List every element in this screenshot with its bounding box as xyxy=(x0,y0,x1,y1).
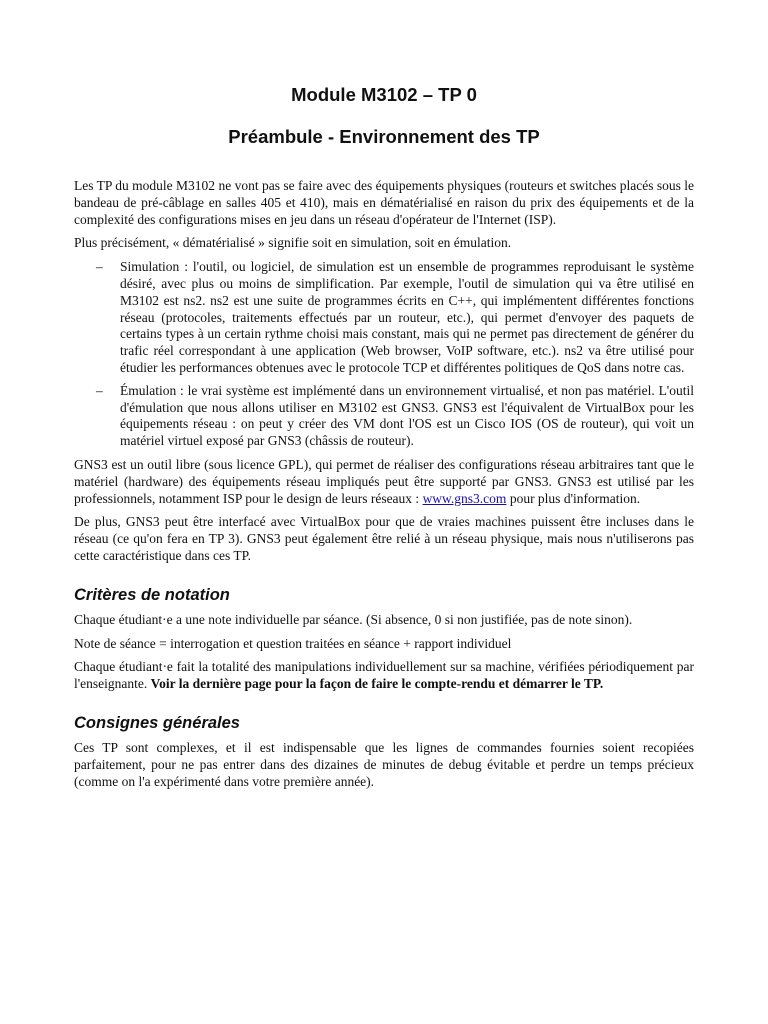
list-item-emulation xyxy=(96,382,694,450)
list-item-text: Simulation : l'outil, ou logiciel, de simulation est un ensemble de programmes reproduisant le système désiré, avec plus ou moins de simplification. Par exemple, l'outil de simulation qui va être utilisé en M3102 est ns2. ns2 est une suite de programmes écrits en C++, qui implémentent différentes fonctions réseau (protocoles, traitements effectués par un routeur, etc.), qui permet d'envoyer des paquets de certains types à un certain rythme choisi mais constant, mais qui ne permet pas directement de générer du trafic réel correspondant à une application (Web browser, VoIP software, etc.). ns2 va être utilisé pour étudier les performances obtenues avec le protocole TCP et différentes politiques de QoS dans notre cas. xyxy=(120,259,694,375)
consignes-paragraph: Ces TP sont complexes, et il est indispensable que les lignes de commandes fournies soient recopiées parfaitement, pour ne pas entrer dans des dizaines de minutes de debug évitable et perdre un temps précieux (comme on l'a expérimenté dans votre première année). xyxy=(74,739,694,789)
dash-bullet-icon: – xyxy=(96,259,103,275)
notation-paragraph-1: Chaque étudiant·e a une note individuelle par séance. (Si absence, 0 si non justifiée, pas de note sinon). xyxy=(74,611,633,627)
document-page xyxy=(74,84,694,797)
notation-text: Chaque étudiant·e fait la totalité des manipulations individuellement sur sa machine, vérifiées périodiquement par l'enseignante. xyxy=(74,659,694,692)
notation-paragraph-3 xyxy=(74,659,694,693)
definition-list xyxy=(74,259,694,450)
gns3-text: GNS3 est un outil libre (sous licence GPL), qui permet de réaliser des configurations réseau arbitraires tant que le matériel (hardware) des équipements réseau impliqués peut être supporté par GNS3. GNS3 est utilisé par les professionnels, notamment ISP pour le design de leurs réseaux : xyxy=(74,456,694,506)
gns3-text-end: pour plus d'information. xyxy=(506,490,641,506)
gns3-paragraph xyxy=(74,457,694,507)
virtualbox-paragraph: De plus, GNS3 peut être interfacé avec VirtualBox pour que de vraies machines puissent être incluses dans le réseau (ce qu'on fera en TP 3). GNS3 peut également être relié à un réseau physique, mais nous n'utiliserons pas cette caractéristique dans ces TP. xyxy=(74,514,694,563)
section-heading-consignes: Consignes générales xyxy=(74,713,240,732)
list-item-simulation xyxy=(96,259,694,377)
notation-paragraph-2: Note de séance = interrogation et question traitées en séance + rapport individuel xyxy=(74,635,512,651)
intro-paragraph: Les TP du module M3102 ne vont pas se faire avec des équipements physiques (routeurs et switches placés sous le bandeau de pré-câblage en salles 405 et 410), mais en dématérialisé en raison du prix des équipements et de la complexité des configurations mises en jeu dans un réseau d'opérateur de l'Internet (ISP). xyxy=(74,178,694,227)
section-heading-notation: Critères de notation xyxy=(74,585,230,604)
notation-bold-instruction: Voir la dernière page pour la façon de faire le compte-rendu et démarrer le TP. xyxy=(150,676,604,692)
definition-paragraph: Plus précisément, « dématérialisé » signifie soit en simulation, soit en émulation. xyxy=(74,235,512,251)
gns3-link[interactable]: www.gns3.com xyxy=(422,490,507,506)
document-subtitle: Préambule - Environnement des TP xyxy=(228,126,540,147)
dash-bullet-icon: – xyxy=(96,382,103,398)
document-title: Module M3102 – TP 0 xyxy=(291,84,477,105)
list-item-text: Émulation : le vrai système est implémenté dans un environnement virtualisé, et non pas matériel. L'outil d'émulation que nous allons utiliser en M3102 est GNS3. GNS3 est l'équivalent de VirtualBox pour les équipements réseau : on peut y créer des VM dont l'OS est un Cisco IOS (OS de routeur), qui voit un matériel virtuel exposé par GNS3 (châssis de routeur). xyxy=(120,382,694,449)
